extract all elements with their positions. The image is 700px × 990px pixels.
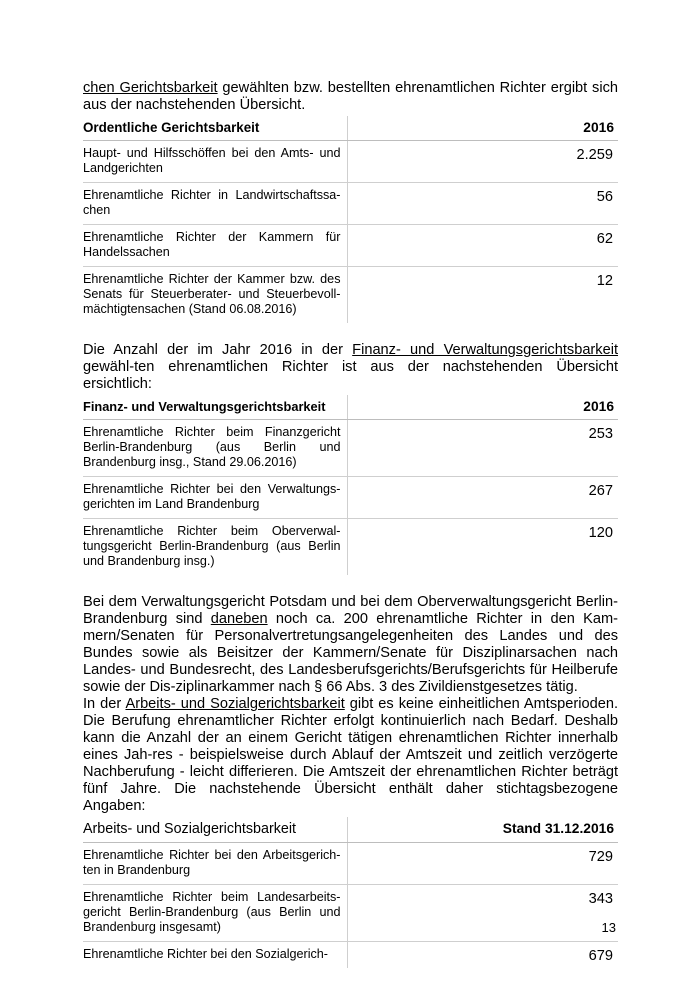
row-value: 2.259 [347,141,618,183]
row-value: 343 [347,885,618,942]
table-header-left: Arbeits- und Sozialgerichtsbarkeit [83,817,347,843]
table-header-right: 2016 [347,395,618,420]
row-label: Ehrenamtliche Richter beim Oberverwal-tungsgericht Berlin-Brandenburg (aus Berlin und Brandenburg insg.) [83,519,347,576]
row-value: 729 [347,843,618,885]
table-row [83,942,618,969]
intro-paragraph [83,80,618,114]
row-label: Ehrenamtliche Richter bei den Sozialgerich- [83,942,347,969]
row-value: 253 [347,420,618,477]
table-row [83,420,618,477]
arbeit-paragraph [83,696,618,815]
table-header-left: Ordentliche Gerichtsbarkeit [83,116,347,141]
row-value: 120 [588,525,613,541]
row-value: 56 [347,183,618,225]
row-label: Ehrenamtliche Richter der Kammer bzw. des Senats für Steuerberater- und Steuerbevoll-mächtigtensachen (Stand 06.08.2016) [83,267,347,324]
table-header-right: 2016 [347,116,618,141]
table-row [83,885,618,942]
table-row [83,519,618,576]
finanz-paragraph [83,342,618,393]
document-page [83,80,618,968]
row-label: Ehrenamtliche Richter der Kammern für Handelssachen [83,225,347,267]
row-value: 12 [596,273,613,289]
para3-after: noch ca. 200 ehrenamtliche Richter in den Kam-mern/Senaten für Personalvertretungsangelegenheiten des Landes und des Bundes sowie als Beisitzer der Kammern/Senate für Disziplinarsachen nach Landes- und Bundesrecht, des Landesberufsgerichts/Berufsgerichts für Heilberufe sowie der Dis-ziplinarkammer nach § 66 Abs. 3 des Zivildienstgesetzes tätig. [83,611,619,695]
table-header-right: Stand 31.12.2016 [347,817,618,843]
table-ordentliche-gerichtsbarkeit [83,116,618,323]
row-value: 679 [588,948,613,964]
table-row [83,183,618,225]
table-header [83,116,618,141]
para2-after: gewähl-ten ehrenamtlichen Richter ist aus der nachstehenden Übersicht ersichtlich: [83,359,618,392]
table-row [83,267,618,324]
intro-link-text: chen Gerichtsbarkeit [83,80,218,96]
row-label: Haupt- und Hilfsschöffen bei den Amts- und Landgerichten [83,141,347,183]
table-row [83,141,618,183]
table-row [83,225,618,267]
table-header-left: Finanz- und Verwaltungsgerichtsbarkeit [83,395,347,420]
row-label: Ehrenamtliche Richter beim Landesarbeits-gericht Berlin-Brandenburg (aus Berlin und Brandenburg insgesamt) [83,885,347,942]
row-value: 267 [347,477,618,519]
row-label: Ehrenamtliche Richter beim Finanzgericht Berlin-Brandenburg (aus Berlin und Brandenburg insg., Stand 29.06.2016) [83,420,347,477]
para4-before: In der [83,696,126,712]
para3-link-text: daneben [210,611,268,627]
intro-text: gewählten bzw. bestellten ehrenamtlichen Richter ergibt sich aus der nachstehenden Übersicht. [83,80,618,113]
row-label: Ehrenamtliche Richter in Landwirtschaftssa-chen [83,183,347,225]
page-number: 13 [601,920,616,935]
para4-after: gibt es keine einheitlichen Amtsperioden. Die Berufung ehrenamtlicher Richter erfolgt kontinuierlich nach Bedarf. Deshalb kann die Anzahl der an einem Gericht tätigen ehrenamtlichen Richter innerhalb eines Jah-res - beispielsweise durch Ablauf der Amtszeit und zeitlich verzögerte Nachberufung - leicht differieren. Die Amtszeit der ehrenamtlichen Richter beträgt fünf Jahre. Die nachstehende Übersicht enthält daher stichtagsbezogene Angaben: [83,696,619,814]
row-label: Ehrenamtliche Richter bei den Arbeitsgerich-ten in Brandenburg [83,843,347,885]
para2-before: Die Anzahl der im Jahr 2016 in der [83,342,353,358]
table-header [83,395,618,420]
table-row [83,843,618,885]
para4-link-text: Arbeits- und Sozialgerichtsbarkeit [125,696,345,712]
para2-link-text: Finanz- und Verwaltungsgerichtsbarkeit [352,342,619,358]
row-value: 62 [347,225,618,267]
table-finanz-verwaltungsgerichtsbarkeit [83,395,618,575]
row-label: Ehrenamtliche Richter bei den Verwaltungs-gerichten im Land Brandenburg [83,477,347,519]
table-row [83,477,618,519]
table-header [83,817,618,843]
table-arbeits-sozialgerichtsbarkeit [83,817,618,968]
verwaltung-paragraph [83,594,618,696]
para3-before: Bei dem Verwaltungsgericht Potsdam und bei dem Oberverwaltungsgericht Berlin-Brandenburg sind [83,594,618,627]
